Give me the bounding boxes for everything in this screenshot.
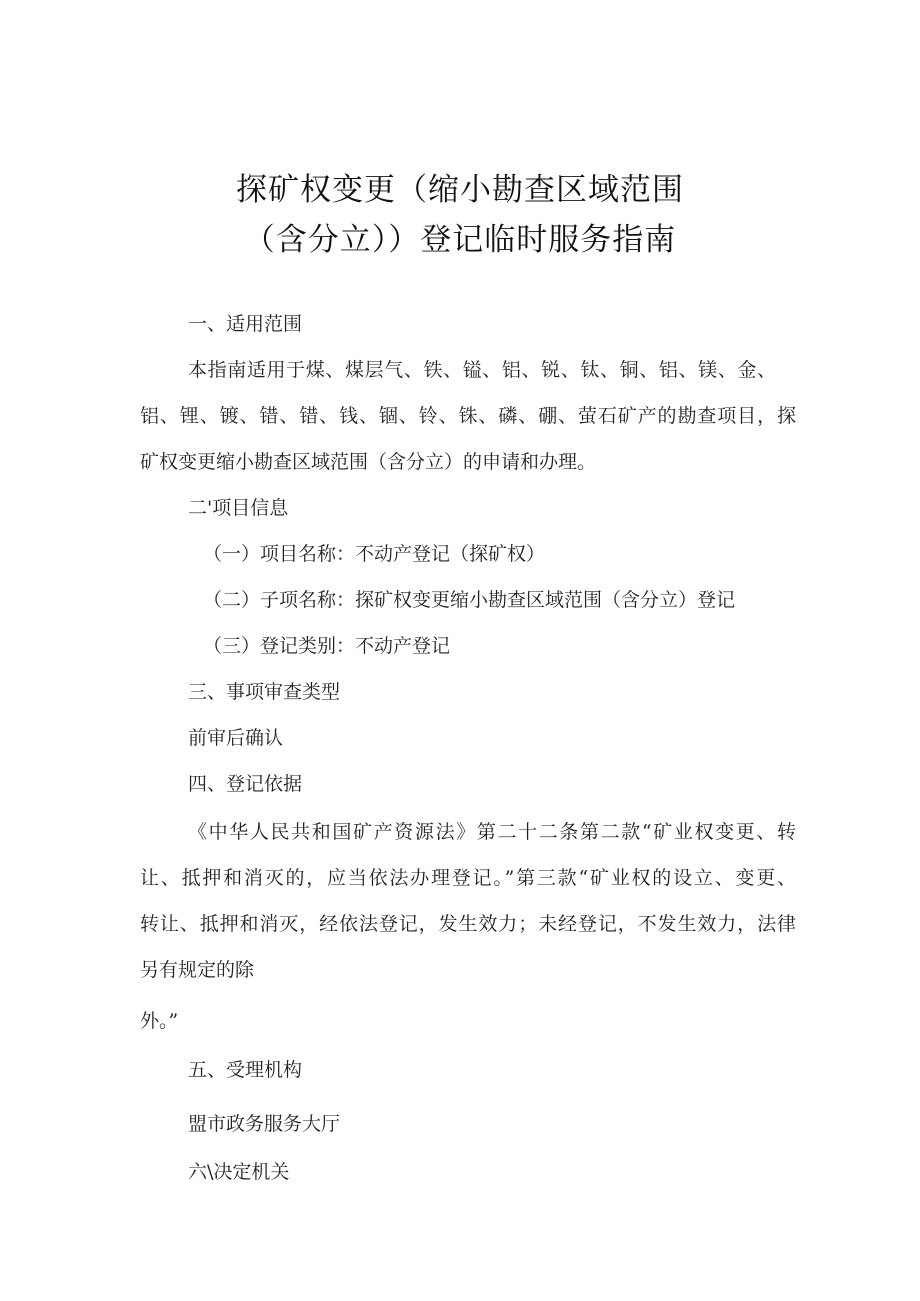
section-heading-scope: 一、适用范围: [188, 313, 303, 335]
scope-paragraph-line-2: 铝、锂、镀、错、错、钱、锢、铃、铢、磷、硼、萤石矿产的勘查项目，探: [140, 405, 796, 427]
title-line-2: （含分立））登记临时服务指南: [243, 222, 677, 258]
subitem-name-item: （二）子项名称：探矿权变更缩小勘查区域范围（含分立）登记: [203, 589, 736, 611]
section-heading-deciding-authority: 六\决定机关: [188, 1161, 290, 1183]
legal-basis-line-3: 转让、抵押和消灭，经依法登记，发生效力；未经登记，不发生效力，法律: [140, 913, 796, 935]
review-type-value: 前审后确认: [188, 727, 284, 749]
scope-paragraph-line-3: 矿权变更缩小勘查区域范围（含分立）的申请和办理。: [140, 451, 597, 473]
section-heading-review-type: 三、事项审查类型: [188, 681, 341, 703]
accepting-agency-value: 盟市政务服务大厅: [188, 1113, 341, 1135]
legal-basis-line-1: 《中华人民共和国矿产资源法》第二十二条第二款“矿业权变更、转: [188, 821, 796, 843]
section-heading-accepting-agency: 五、受理机构: [188, 1059, 303, 1081]
section-heading-project-info: 二'项目信息: [188, 497, 289, 519]
legal-basis-line-2: 让、抵押和消灭的，应当依法办理登记。”第三款“矿业权的设立、变更、: [140, 867, 796, 889]
registration-category-item: （三）登记类别：不动产登记: [203, 635, 451, 657]
title-line-1: 探矿权变更（缩小勘查区域范围: [236, 172, 684, 208]
section-heading-legal-basis: 四、登记依据: [188, 773, 303, 795]
scope-paragraph-line-1: 本指南适用于煤、煤层气、铁、镒、铝、锐、钛、铜、铝、镁、金、: [188, 359, 776, 381]
legal-basis-line-4: 另有规定的除: [140, 959, 255, 981]
project-name-item: （一）项目名称：不动产登记（探矿权）: [203, 543, 546, 565]
legal-basis-line-5: 外。”: [140, 1010, 179, 1032]
